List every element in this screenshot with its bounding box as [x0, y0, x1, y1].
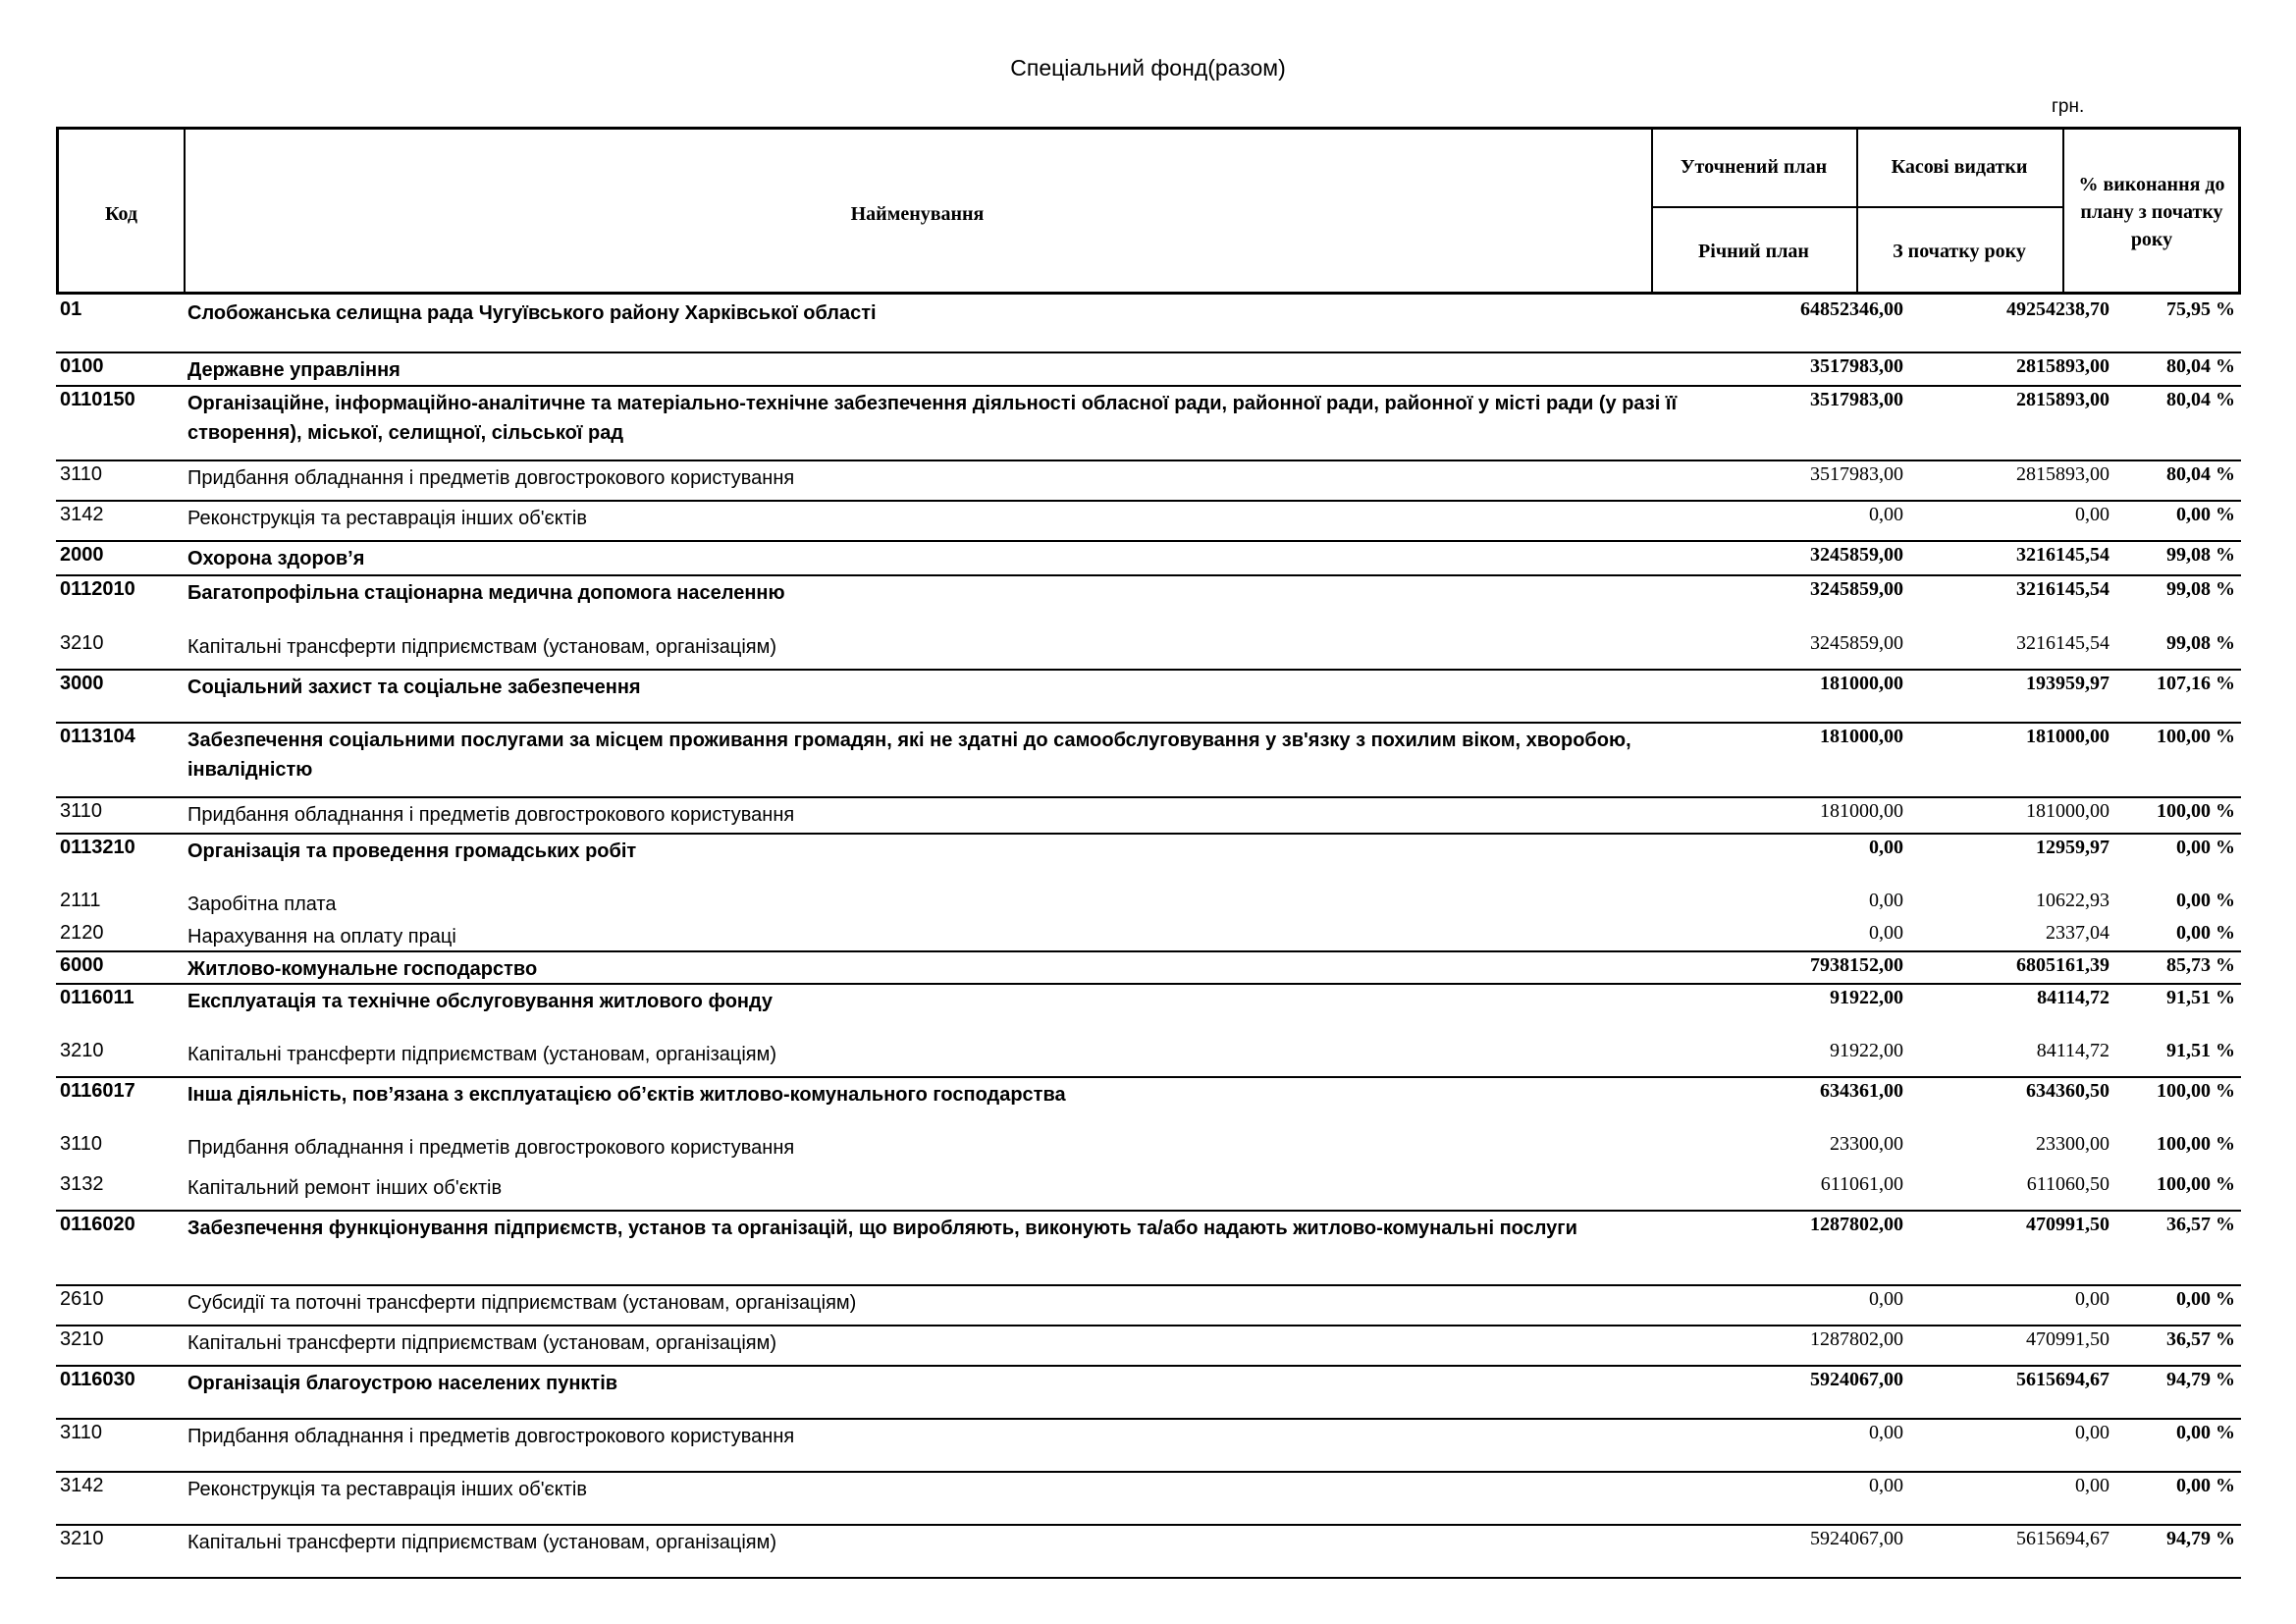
row-annual-plan: 3517983,00 [1810, 463, 1903, 485]
header-percent-line: % виконання до [2078, 174, 2225, 195]
table-row [56, 385, 2241, 461]
header-percent-line: плану з початку [2080, 201, 2223, 223]
table-row [56, 1076, 2241, 1129]
row-completion-percent: 99,08 % [2166, 632, 2235, 654]
row-code: 0113104 [60, 726, 135, 747]
row-name: Капітальні трансферти підприємствам (установам, організаціям) [187, 1332, 777, 1354]
row-cash-expenses: 470991,50 [2026, 1214, 2109, 1235]
table-row [56, 460, 2241, 502]
table-row [56, 574, 2241, 628]
table-row [56, 1210, 2241, 1286]
table-row [56, 1169, 2241, 1212]
row-name: Державне управління [187, 359, 400, 381]
row-annual-plan: 64852346,00 [1800, 298, 1903, 320]
row-annual-plan: 1287802,00 [1810, 1214, 1903, 1235]
row-code: 3142 [60, 1475, 104, 1496]
row-name: Реконструкція та реставрація інших об'єктів [187, 1479, 587, 1500]
table-row [56, 833, 2241, 886]
row-completion-percent: 99,08 % [2166, 544, 2235, 566]
row-code: 0116020 [60, 1214, 135, 1235]
row-annual-plan: 181000,00 [1820, 800, 1903, 822]
row-code: 3210 [60, 1528, 104, 1549]
row-name: Організація та проведення громадських робіт [187, 840, 637, 862]
currency-unit: грн. [2052, 96, 2085, 117]
table-row [56, 918, 2241, 952]
row-code: 0116030 [60, 1369, 135, 1390]
header-plan-top: Уточнений план [1680, 156, 1828, 178]
row-name: Соціальний захист та соціальне забезпечення [187, 677, 641, 698]
row-annual-plan: 91922,00 [1830, 1040, 1903, 1061]
row-completion-percent: 36,57 % [2166, 1214, 2235, 1235]
header-plan-bottom: Річний план [1698, 241, 1809, 262]
row-code: 0113210 [60, 837, 135, 858]
row-code: 3142 [60, 504, 104, 525]
row-code: 01 [60, 298, 82, 320]
table-row [56, 722, 2241, 798]
row-code: 3110 [60, 1133, 103, 1155]
row-completion-percent: 107,16 % [2157, 673, 2235, 694]
row-code: 6000 [60, 954, 104, 976]
row-annual-plan: 0,00 [1869, 890, 1903, 911]
row-cash-expenses: 6805161,39 [2016, 954, 2109, 976]
row-annual-plan: 181000,00 [1820, 673, 1903, 694]
table-row [56, 1129, 2241, 1169]
row-completion-percent: 0,00 % [2176, 890, 2235, 911]
table-row [56, 983, 2241, 1036]
row-name: Придбання обладнання і предметів довгострокового користування [187, 804, 795, 826]
row-annual-plan: 91922,00 [1830, 987, 1903, 1008]
table-header [56, 127, 2241, 295]
row-cash-expenses: 470991,50 [2026, 1328, 2109, 1350]
row-code: 0100 [60, 355, 104, 377]
row-annual-plan: 3517983,00 [1810, 389, 1903, 410]
row-name: Придбання обладнання і предметів довгострокового користування [187, 467, 795, 489]
row-completion-percent: 75,95 % [2166, 298, 2235, 320]
row-name: Охорона здоров’я [187, 548, 365, 569]
header-percent-line: року [2130, 229, 2173, 250]
row-completion-percent: 94,79 % [2166, 1528, 2235, 1549]
row-cash-expenses: 0,00 [2075, 1475, 2109, 1496]
row-annual-plan: 3245859,00 [1810, 578, 1903, 600]
row-code: 0116011 [60, 987, 134, 1008]
row-cash-expenses: 23300,00 [2036, 1133, 2109, 1155]
table-row [56, 796, 2241, 835]
row-cash-expenses: 193959,97 [2026, 673, 2109, 694]
row-cash-expenses: 3216145,54 [2016, 544, 2109, 566]
row-code: 2610 [60, 1288, 104, 1310]
row-annual-plan: 0,00 [1869, 1475, 1903, 1496]
row-name: Забезпечення функціонування підприємств, установ та організацій, що виробляють, виконують та/або надають житлово-комунальні послуги [187, 1218, 1577, 1239]
row-name: Житлово-комунальне господарство [187, 958, 538, 980]
row-cash-expenses: 10622,93 [2036, 890, 2109, 911]
header-divider [1651, 206, 2062, 208]
row-cash-expenses: 2337,04 [2046, 922, 2109, 944]
row-name: Придбання обладнання і предметів довгострокового користування [187, 1137, 795, 1159]
row-cash-expenses: 181000,00 [2026, 800, 2109, 822]
table-row [56, 1524, 2241, 1579]
row-annual-plan: 181000,00 [1820, 726, 1903, 747]
table-row [56, 1418, 2241, 1473]
row-cash-expenses: 49254238,70 [2006, 298, 2109, 320]
row-annual-plan: 611061,00 [1820, 1173, 1903, 1195]
header-name: Найменування [850, 203, 985, 225]
row-annual-plan: 0,00 [1869, 1288, 1903, 1310]
table-row [56, 352, 2241, 387]
header-cash-top: Касові видатки [1891, 156, 2028, 178]
row-name: Слобожанська селищна рада Чугуївського району Харківської області [187, 302, 877, 324]
row-completion-percent: 100,00 % [2157, 1173, 2235, 1195]
table-row [56, 500, 2241, 542]
row-name: Експлуатація та технічне обслуговування житлового фонду [187, 991, 774, 1012]
table-row [56, 1325, 2241, 1367]
row-cash-expenses: 84114,72 [2036, 1040, 2109, 1061]
row-name: Капітальні трансферти підприємствам (установам, організаціям) [187, 636, 777, 658]
row-code: 2120 [60, 922, 104, 944]
row-cash-expenses: 3216145,54 [2016, 632, 2109, 654]
row-annual-plan: 0,00 [1869, 922, 1903, 944]
table-row [56, 1365, 2241, 1420]
row-completion-percent: 80,04 % [2166, 355, 2235, 377]
row-code: 3110 [60, 463, 103, 485]
row-name: Інша діяльність, пов’язана з експлуатацією об’єктів житлово-комунального господарства [187, 1084, 1066, 1106]
row-completion-percent: 85,73 % [2166, 954, 2235, 976]
row-completion-percent: 91,51 % [2166, 1040, 2235, 1061]
table-row [56, 1471, 2241, 1526]
row-completion-percent: 0,00 % [2176, 1288, 2235, 1310]
table-row [56, 540, 2241, 576]
row-code: 0112010 [60, 578, 135, 600]
row-annual-plan: 5924067,00 [1810, 1369, 1903, 1390]
row-code: 2000 [60, 544, 104, 566]
row-annual-plan: 634361,00 [1820, 1080, 1903, 1102]
row-name: Капітальні трансферти підприємствам (установам, організаціям) [187, 1532, 777, 1553]
row-code: 3210 [60, 632, 104, 654]
row-annual-plan: 3245859,00 [1810, 544, 1903, 566]
row-completion-percent: 100,00 % [2157, 1133, 2235, 1155]
row-annual-plan: 7938152,00 [1810, 954, 1903, 976]
row-annual-plan: 1287802,00 [1810, 1328, 1903, 1350]
row-cash-expenses: 0,00 [2075, 1288, 2109, 1310]
row-code: 3110 [60, 800, 103, 822]
header-percent [2062, 171, 2241, 253]
row-annual-plan: 23300,00 [1830, 1133, 1903, 1155]
row-cash-expenses: 84114,72 [2037, 987, 2109, 1008]
row-name: Організація благоустрою населених пунктів [187, 1373, 618, 1394]
row-code: 3110 [60, 1422, 103, 1443]
row-name: Капітальний ремонт інших об'єктів [187, 1177, 503, 1199]
table-row [56, 628, 2241, 671]
table-row [56, 1284, 2241, 1326]
row-cash-expenses: 3216145,54 [2016, 578, 2109, 600]
row-code: 0110150 [60, 389, 135, 410]
row-cash-expenses: 5615694,67 [2016, 1528, 2109, 1549]
page-title: Спеціальний фонд(разом) [1010, 55, 1286, 81]
row-annual-plan: 0,00 [1869, 1422, 1903, 1443]
row-name: Забезпечення соціальними послугами за місцем проживання громадян, які не здатні до самообслуговування у зв'язку з похилим віком, хворобою, інвалідністю [187, 730, 1631, 781]
row-completion-percent: 91,51 % [2166, 987, 2235, 1008]
row-name: Субсидії та поточні трансферти підприємствам (установам, організаціям) [187, 1292, 857, 1314]
row-completion-percent: 99,08 % [2166, 578, 2235, 600]
row-name: Організаційне, інформаційно-аналітичне та матеріально-технічне забезпечення діяльності обласної ради, районної ради, районної у місті ради (у разі її створення), міської, селищної, сільської рад [187, 393, 1678, 444]
row-cash-expenses: 2815893,00 [2016, 355, 2109, 377]
row-completion-percent: 80,04 % [2166, 463, 2235, 485]
row-cash-expenses: 0,00 [2075, 1422, 2109, 1443]
row-name: Капітальні трансферти підприємствам (установам, організаціям) [187, 1044, 777, 1065]
row-completion-percent: 36,57 % [2166, 1328, 2235, 1350]
row-name: Багатопрофільна стаціонарна медична допомога населенню [187, 582, 785, 604]
row-code: 3210 [60, 1328, 104, 1350]
row-cash-expenses: 611060,50 [2026, 1173, 2109, 1195]
row-annual-plan: 3245859,00 [1810, 632, 1903, 654]
row-completion-percent: 100,00 % [2157, 1080, 2235, 1102]
row-name: Заробітна плата [187, 893, 337, 915]
row-name: Придбання обладнання і предметів довгострокового користування [187, 1426, 795, 1447]
row-annual-plan: 5924067,00 [1810, 1528, 1903, 1549]
table-row [56, 1036, 2241, 1078]
row-code: 3000 [60, 673, 104, 694]
row-cash-expenses: 5615694,67 [2016, 1369, 2109, 1390]
row-code: 3132 [60, 1173, 104, 1195]
header-cash-bottom: З початку року [1893, 241, 2026, 262]
row-cash-expenses: 12959,97 [2036, 837, 2109, 858]
row-cash-expenses: 634360,50 [2026, 1080, 2109, 1102]
row-completion-percent: 94,79 % [2166, 1369, 2235, 1390]
row-code: 3210 [60, 1040, 104, 1061]
row-name: Нарахування на оплату праці [187, 926, 456, 947]
row-code: 2111 [60, 890, 101, 911]
row-completion-percent: 100,00 % [2157, 800, 2235, 822]
row-cash-expenses: 2815893,00 [2016, 389, 2109, 410]
row-annual-plan: 0,00 [1869, 837, 1903, 858]
row-cash-expenses: 181000,00 [2026, 726, 2109, 747]
row-completion-percent: 0,00 % [2176, 504, 2235, 525]
row-completion-percent: 0,00 % [2176, 1422, 2235, 1443]
row-completion-percent: 0,00 % [2176, 1475, 2235, 1496]
header-code: Код [104, 203, 138, 225]
row-cash-expenses: 2815893,00 [2016, 463, 2109, 485]
row-code: 0116017 [60, 1080, 135, 1102]
row-completion-percent: 0,00 % [2176, 922, 2235, 944]
row-name: Реконструкція та реставрація інших об'єктів [187, 508, 587, 529]
row-completion-percent: 0,00 % [2176, 837, 2235, 858]
table-row [56, 295, 2241, 353]
table-row [56, 886, 2241, 918]
row-annual-plan: 3517983,00 [1810, 355, 1903, 377]
table-row [56, 669, 2241, 724]
row-cash-expenses: 0,00 [2075, 504, 2109, 525]
table-row [56, 950, 2241, 985]
row-completion-percent: 80,04 % [2166, 389, 2235, 410]
row-completion-percent: 100,00 % [2157, 726, 2235, 747]
row-annual-plan: 0,00 [1869, 504, 1903, 525]
